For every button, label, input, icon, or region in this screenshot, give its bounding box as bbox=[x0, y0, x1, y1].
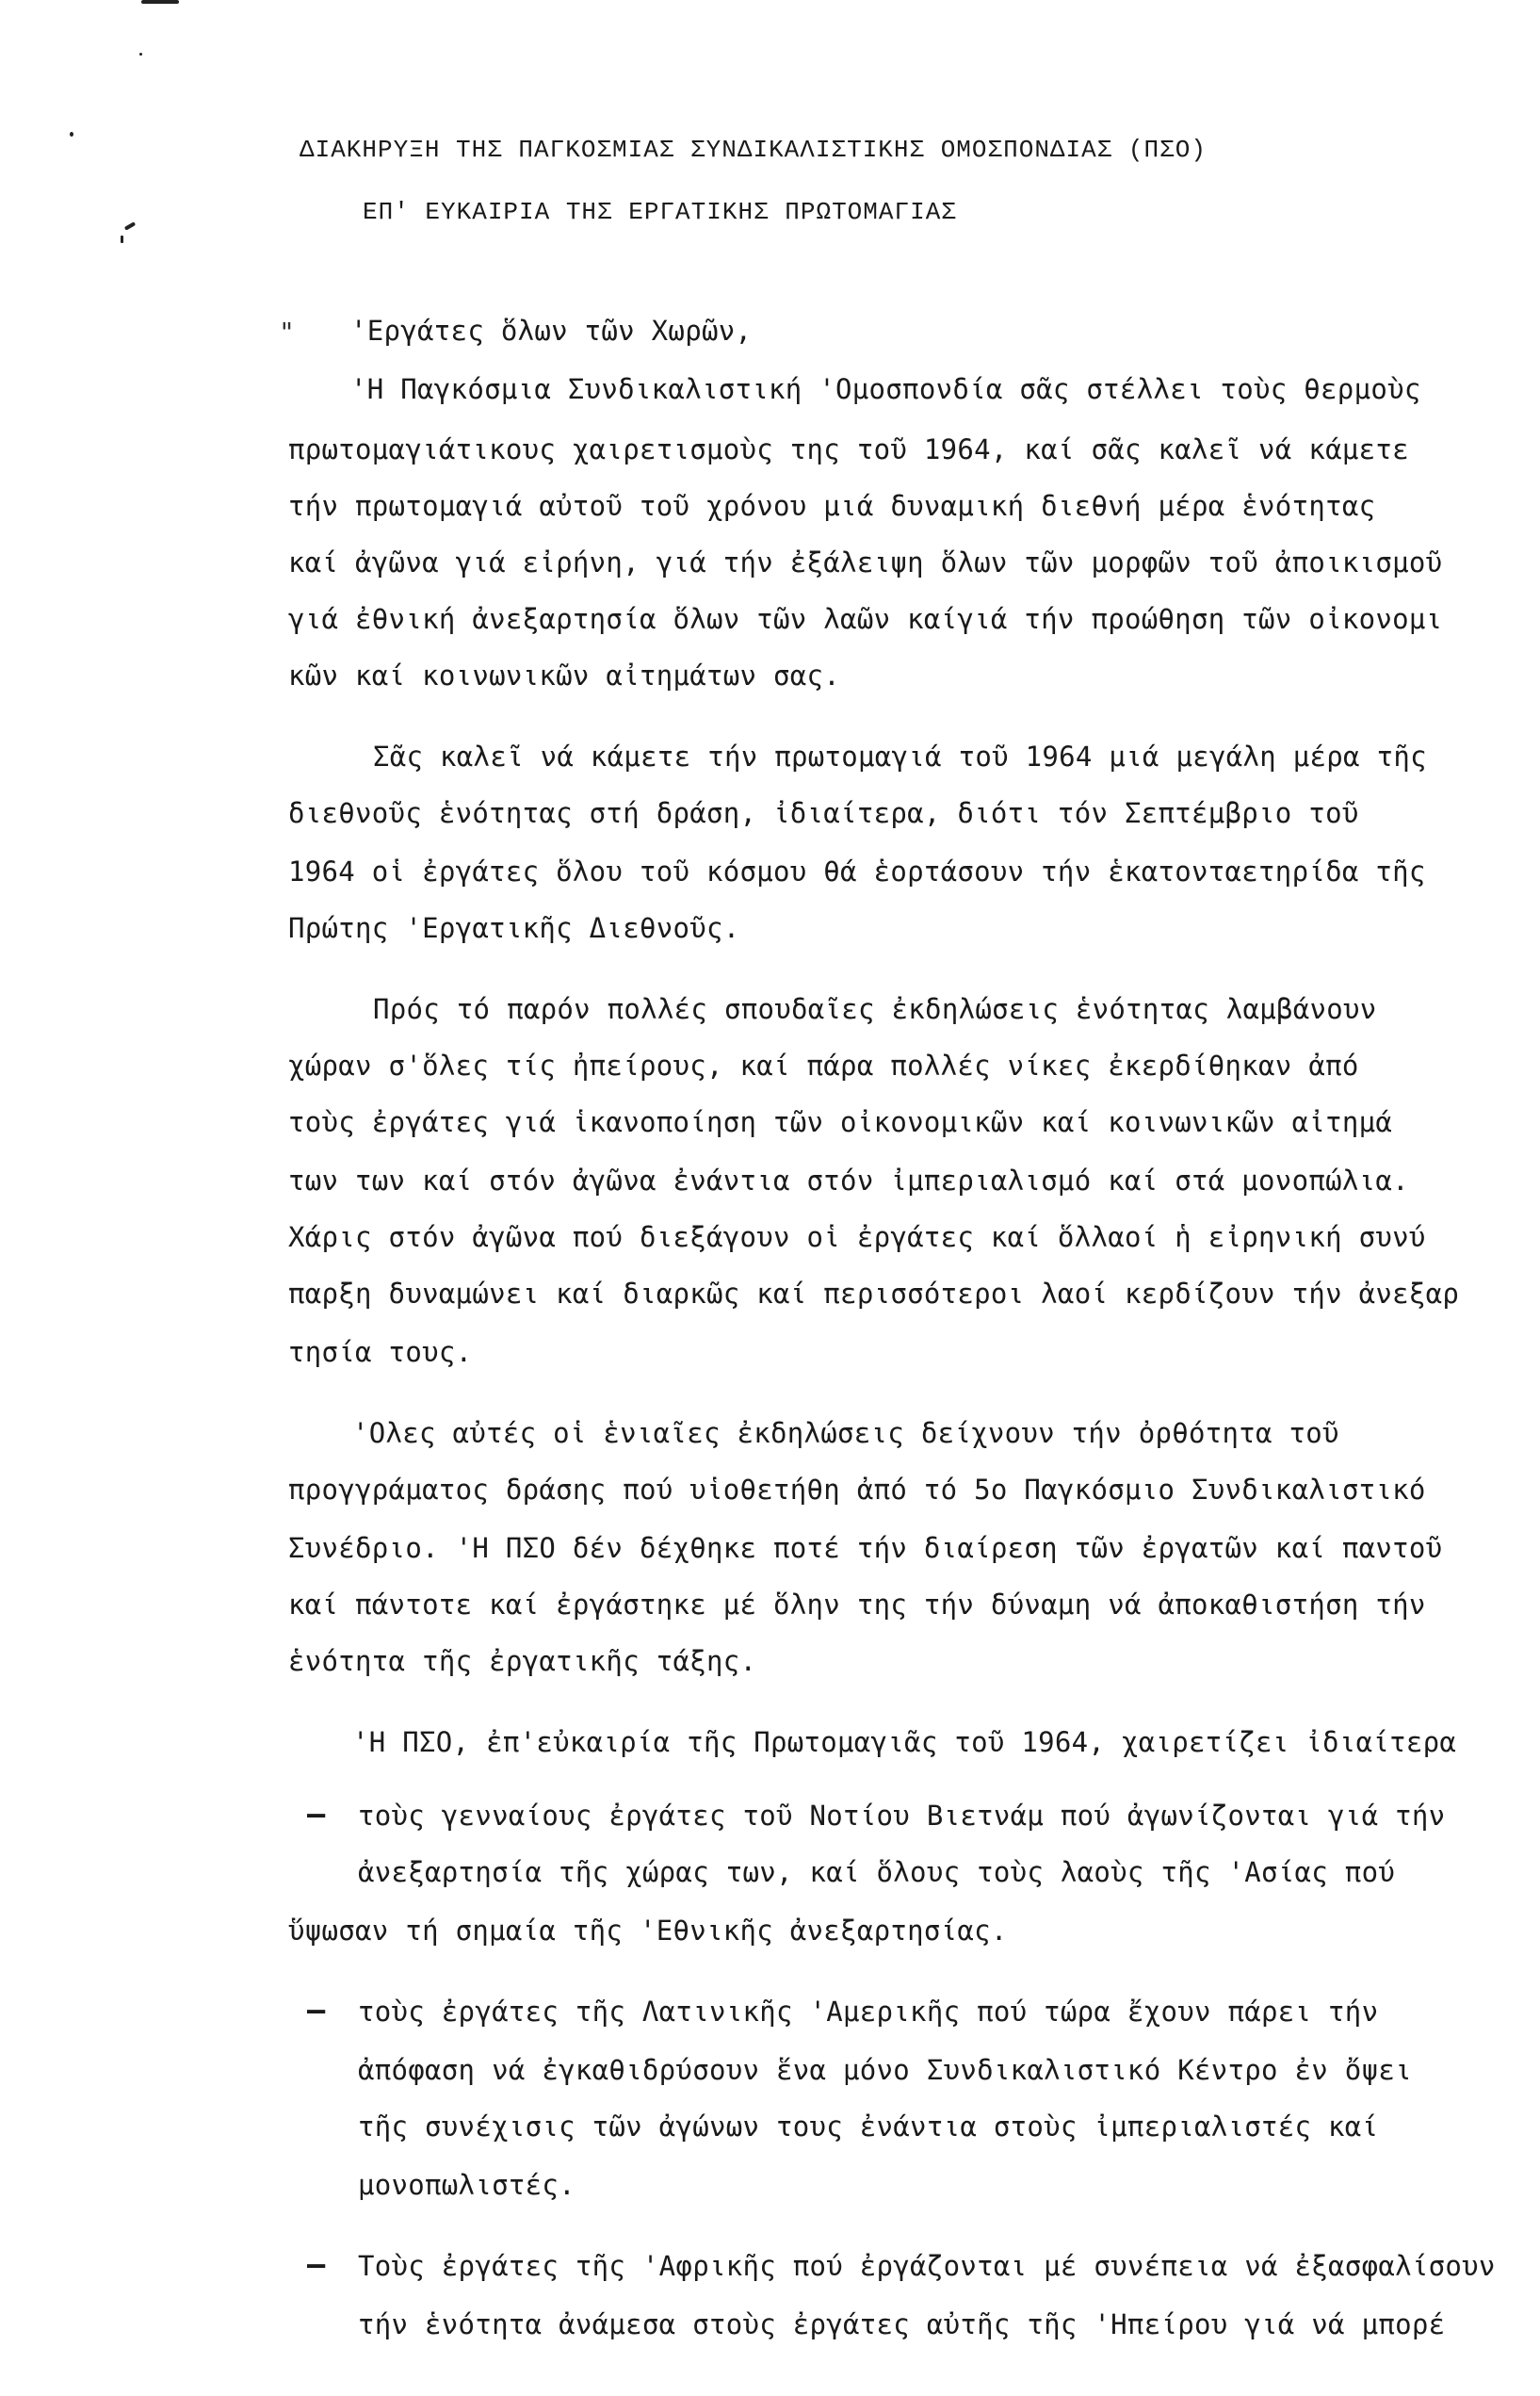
scan-speck bbox=[139, 53, 142, 56]
paragraph-line: καί πάντοτε καί ἐργάστηκε μέ ὅλην της τήν δύναμη νά ἀποκαθιστήση τήν bbox=[288, 1589, 1426, 1621]
paragraph-line: 'Η Παγκόσμια Συνδικαλιστική 'Ομοσπονδία σᾶς στέλλει τοὺς θερμοὺς bbox=[350, 373, 1421, 405]
paragraph-line: παρξη δυναμώνει καί διαρκῶς καί περισσότεροι λαοί κερδίζουν τήν ἀνεξαρ bbox=[288, 1278, 1460, 1310]
bullet-line: ἀπόφαση νά ἐγκαθιδρύσουν ἕνα μόνο Συνδικαλιστικό Κέντρο ἐν ὄψει bbox=[358, 2054, 1412, 2086]
opening-quote: " bbox=[279, 317, 295, 348]
paragraph-line: των των καί στόν ἀγῶνα ἐνάντια στόν ἰμπεριαλισμό καί στά μονοπώλια. bbox=[288, 1165, 1409, 1197]
paragraph-line: τησία τους. bbox=[288, 1336, 473, 1368]
bullet-dash: – bbox=[307, 1992, 326, 2028]
salutation: 'Εργάτες ὅλων τῶν Χωρῶν, bbox=[350, 315, 753, 347]
bullet-line: τοὺς γενναίους ἐργάτες τοῦ Νοτίου Βιετνάμ πού ἀγωνίζονται γιά τήν bbox=[358, 1800, 1446, 1832]
bullet-line: μονοπωλιστές. bbox=[358, 2169, 575, 2201]
bullet-line: ἀνεξαρτησία τῆς χώρας των, καί ὅλους τοὺς λαοὺς τῆς 'Ασίας πού bbox=[358, 1856, 1396, 1888]
paragraph-line: 1964 οἱ ἐργάτες ὅλου τοῦ κόσμου θά ἑορτάσουν τήν ἑκατονταετηρίδα τῆς bbox=[288, 856, 1426, 888]
paragraph-line: Συνέδριο. 'Η ΠΣΟ δέν δέχθηκε ποτέ τήν διαίρεση τῶν ἐργατῶν καί παντοῦ bbox=[288, 1532, 1443, 1564]
bullet-line: Τοὺς ἐργάτες τῆς 'Αφρικῆς πού ἐργάζονται μέ συνέπεια νά ἐξασφαλίσουν bbox=[358, 2250, 1496, 2282]
bullet-dash: – bbox=[307, 2246, 326, 2282]
bullet-line: τῆς συνέχισις τῶν ἀγώνων τους ἐνάντια στοὺς ἰμπεριαλιστές καί bbox=[358, 2111, 1379, 2143]
scan-speck bbox=[121, 236, 123, 243]
title-line-2: ΕΠ' ΕΥΚΑΙΡΙΑ ΤΗΣ ΕΡΓΑΤΙΚΗΣ ΠΡΩΤΟΜΑΓΙΑΣ bbox=[363, 198, 957, 226]
bullet-line: τοὺς ἐργάτες τῆς Λατινικῆς 'Αμερικῆς πού τώρα ἔχουν πάρει τήν bbox=[358, 1996, 1379, 2028]
paragraph-line: ἑνότητα τῆς ἐργατικῆς τάξης. bbox=[288, 1645, 757, 1677]
scan-speck bbox=[70, 132, 73, 137]
paragraph-line: Σᾶς καλεῖ νά κάμετε τήν πρωτομαγιά τοῦ 1964 μιά μεγάλη μέρα τῆς bbox=[373, 741, 1427, 773]
paragraph-line: 'Η ΠΣΟ, ἐπ'εὐκαιρία τῆς Πρωτομαγιᾶς τοῦ 1964, χαιρετίζει ἰδιαίτερα bbox=[352, 1726, 1457, 1758]
paragraph-line: διεθνοῦς ἑνότητας στή δράση, ἰδιαίτερα, διότι τόν Σεπτέμβριο τοῦ bbox=[288, 797, 1359, 829]
paragraph-line: γιά ἐθνική ἀνεξαρτησία ὅλων τῶν λαῶν καίγιά τήν προώθηση τῶν οἰκονομι bbox=[288, 603, 1443, 635]
scan-speck bbox=[141, 0, 179, 4]
paragraph-line: πρωτομαγιάτικους χαιρετισμοὺς της τοῦ 1964, καί σᾶς καλεῖ νά κάμετε bbox=[288, 433, 1409, 465]
paragraph-line: χώραν σ'ὅλες τίς ἠπείρους, καί πάρα πολλές νίκες ἐκερδίθηκαν ἀπό bbox=[288, 1050, 1359, 1082]
paragraph-line: προγγράματος δράσης πού υἱοθετήθη ἀπό τό 5ο Παγκόσμιο Συνδικαλιστικό bbox=[288, 1474, 1426, 1506]
paragraph-line: κῶν καί κοινωνικῶν αἰτημάτων σας. bbox=[288, 660, 841, 692]
bullet-dash: – bbox=[307, 1796, 326, 1832]
paragraph-line: καί ἀγῶνα γιά εἰρήνη, γιά τήν ἐξάλειψη ὅλων τῶν μορφῶν τοῦ ἀποικισμοῦ bbox=[288, 546, 1443, 579]
bullet-line: ὕψωσαν τή σημαία τῆς 'Εθνικῆς ἀνεξαρτησίας. bbox=[288, 1915, 1008, 1947]
paragraph-line: Χάρις στόν ἀγῶνα πού διεξάγουν οἱ ἐργάτες καί ὅλλαοί ἡ εἰρηνική συνύ bbox=[288, 1221, 1426, 1253]
paragraph-line: Πρός τό παρόν πολλές σπουδαῖες ἐκδηλώσεις ἑνότητας λαμβάνουν bbox=[373, 993, 1377, 1025]
paragraph-line: τήν πρωτομαγιά αὐτοῦ τοῦ χρόνου μιά δυναμική διεθνή μέρα ἑνότητας bbox=[288, 490, 1376, 522]
title-line-1: ΔΙΑΚΗΡΥΞΗ ΤΗΣ ΠΑΓΚΟΣΜΙΑΣ ΣΥΝΔΙΚΑΛΙΣΤΙΚΗΣ ΟΜΟΣΠΟΝΔΙΑΣ (ΠΣΟ) bbox=[300, 136, 1207, 164]
bullet-line: τήν ἑνότητα ἀνάμεσα στοὺς ἐργάτες αὐτῆς τῆς 'Ηπείρου γιά νά μπορέ bbox=[358, 2308, 1446, 2340]
paragraph-line: 'Ολες αὐτές οἱ ἑνιαῖες ἐκδηλώσεις δείχνουν τήν ὀρθότητα τοῦ bbox=[352, 1417, 1339, 1449]
paragraph-line: Πρώτης 'Εργατικῆς Διεθνοῦς. bbox=[288, 912, 740, 944]
scan-speck bbox=[124, 221, 136, 230]
paragraph-line: τοὺς ἐργάτες γιά ἱκανοποίηση τῶν οἰκονομικῶν καί κοινωνικῶν αἰτημά bbox=[288, 1106, 1393, 1138]
